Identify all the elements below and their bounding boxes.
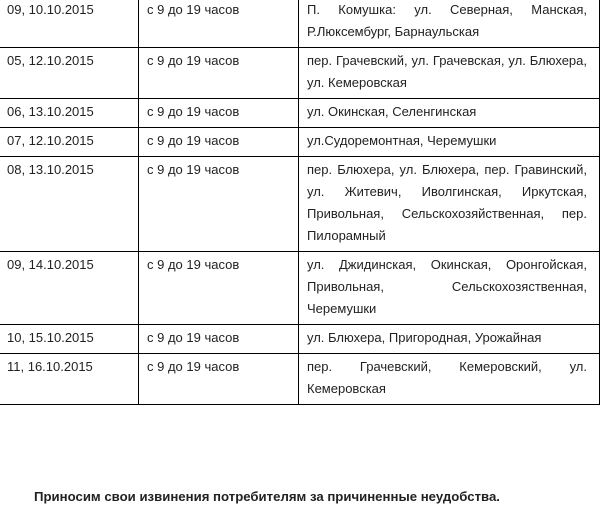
streets-cell: ул.Судоремонтная, Черемушки (299, 128, 600, 157)
time-cell: с 9 до 19 часов (139, 48, 299, 99)
date-cell: 06, 13.10.2015 (0, 99, 139, 128)
table-row (0, 128, 600, 157)
time-cell: с 9 до 19 часов (139, 325, 299, 354)
streets-cell: пер. Грачевский, Кемеровский, ул. Кемеровская (299, 354, 600, 405)
time-cell: с 9 до 19 часов (139, 0, 299, 48)
date-cell: 09, 10.10.2015 (0, 0, 139, 48)
streets-cell: П. Комушка: ул. Северная, Манская, Р.Люксембург, Барнаульская (299, 0, 600, 48)
date-cell: 09, 14.10.2015 (0, 252, 139, 325)
time-cell: с 9 до 19 часов (139, 99, 299, 128)
date-cell: 08, 13.10.2015 (0, 157, 139, 252)
table-row (0, 354, 600, 405)
streets-cell: пер. Блюхера, ул. Блюхера, пер. Гравинский, ул. Житевич, Иволгинская, Иркутская, Привольная, Сельскохозяйственная, пер. Пилорамный (299, 157, 600, 252)
apology-note: Приносим свои извинения потребителям за причиненные неудобства. (34, 489, 500, 504)
table-row (0, 325, 600, 354)
date-cell: 05, 12.10.2015 (0, 48, 139, 99)
streets-cell: ул. Блюхера, Пригородная, Урожайная (299, 325, 600, 354)
time-cell: с 9 до 19 часов (139, 252, 299, 325)
time-cell: с 9 до 19 часов (139, 157, 299, 252)
streets-cell: ул. Окинская, Селенгинская (299, 99, 600, 128)
time-cell: с 9 до 19 часов (139, 354, 299, 405)
table-row (0, 48, 600, 99)
date-cell: 07, 12.10.2015 (0, 128, 139, 157)
table-row (0, 252, 600, 325)
date-cell: 10, 15.10.2015 (0, 325, 139, 354)
date-cell: 11, 16.10.2015 (0, 354, 139, 405)
table-row (0, 157, 600, 252)
streets-cell: ул. Джидинская, Окинская, Оронгойская, Привольная, Сельскохозяственная, Черемушки (299, 252, 600, 325)
table-row (0, 0, 600, 48)
streets-cell: пер. Грачевский, ул. Грачевская, ул. Блюхера, ул. Кемеровская (299, 48, 600, 99)
time-cell: с 9 до 19 часов (139, 128, 299, 157)
table-row (0, 99, 600, 128)
